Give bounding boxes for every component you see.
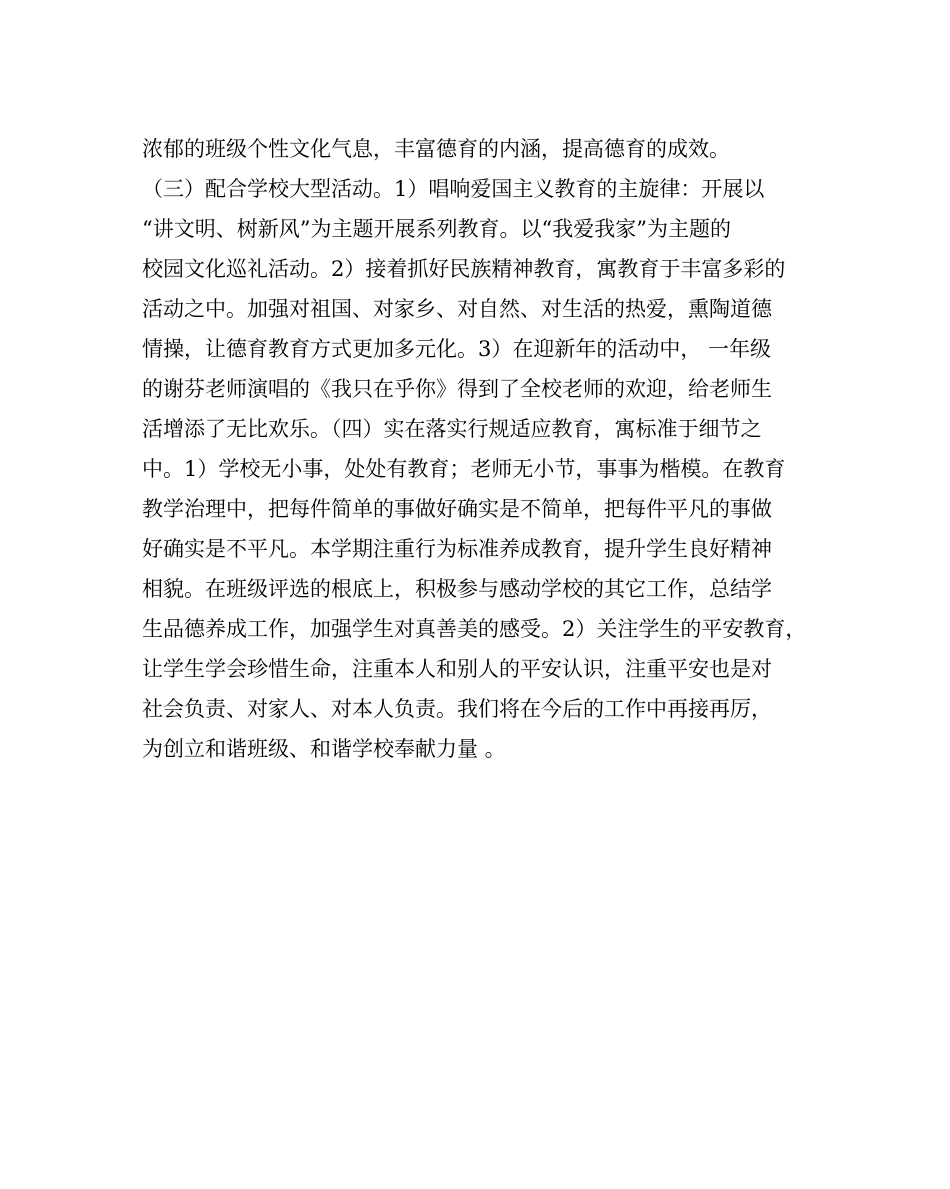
text-line: 的谢芬老师演唱的《我只在乎你》得到了全校老师的欢迎，给老师生 <box>142 377 772 401</box>
text-line: 好确实是不平凡。本学期注重行为标准养成教育，提升学生良好精神 <box>142 537 772 561</box>
text-line: 让学生学会珍惜生命，注重本人和别人的平安认识，注重平安也是对 <box>142 657 772 681</box>
text-line: 情操，让德育教育方式更加多元化。3）在迎新年的活动中， 一年级 <box>142 337 772 361</box>
text-line: 活增添了无比欢乐。（四）实在落实行规适应教育，寓标准于细节之 <box>142 417 762 441</box>
text-line: 教学治理中，把每件简单的事做好确实是不简单，把每件平凡的事做 <box>142 497 772 521</box>
text-line: 活动之中。加强对祖国、对家乡、对自然、对生活的热爱，熏陶道德 <box>142 297 772 321</box>
text-line: （三）配合学校大型活动。1）唱响爱国主义教育的主旋律：开展以 <box>142 177 765 201</box>
text-line: 相貌。在班级评选的根底上，积极参与感动学校的其它工作，总结学 <box>142 577 772 601</box>
text-line: 社会负责、对家人、对本人负责。我们将在今后的工作中再接再厉， <box>142 697 772 721</box>
text-line: 为创立和谐班级、和谐学校奉献力量 。 <box>142 737 506 761</box>
text-line: 生品德养成工作，加强学生对真善美的感受。2）关注学生的平安教育， <box>142 617 807 641</box>
text-line: 浓郁的班级个性文化气息，丰富德育的内涵，提高德育的成效。 <box>142 137 730 161</box>
body-text <box>142 129 832 769</box>
text-line: “讲文明、树新风”为主题开展系列教育。以“我爱我家”为主题的 <box>142 217 731 241</box>
text-line: 中。1）学校无小事，处处有教育；老师无小节，事事为楷模。在教育 <box>142 457 786 481</box>
text-line: 校园文化巡礼活动。2）接着抓好民族精神教育，寓教育于丰富多彩的 <box>142 257 786 281</box>
